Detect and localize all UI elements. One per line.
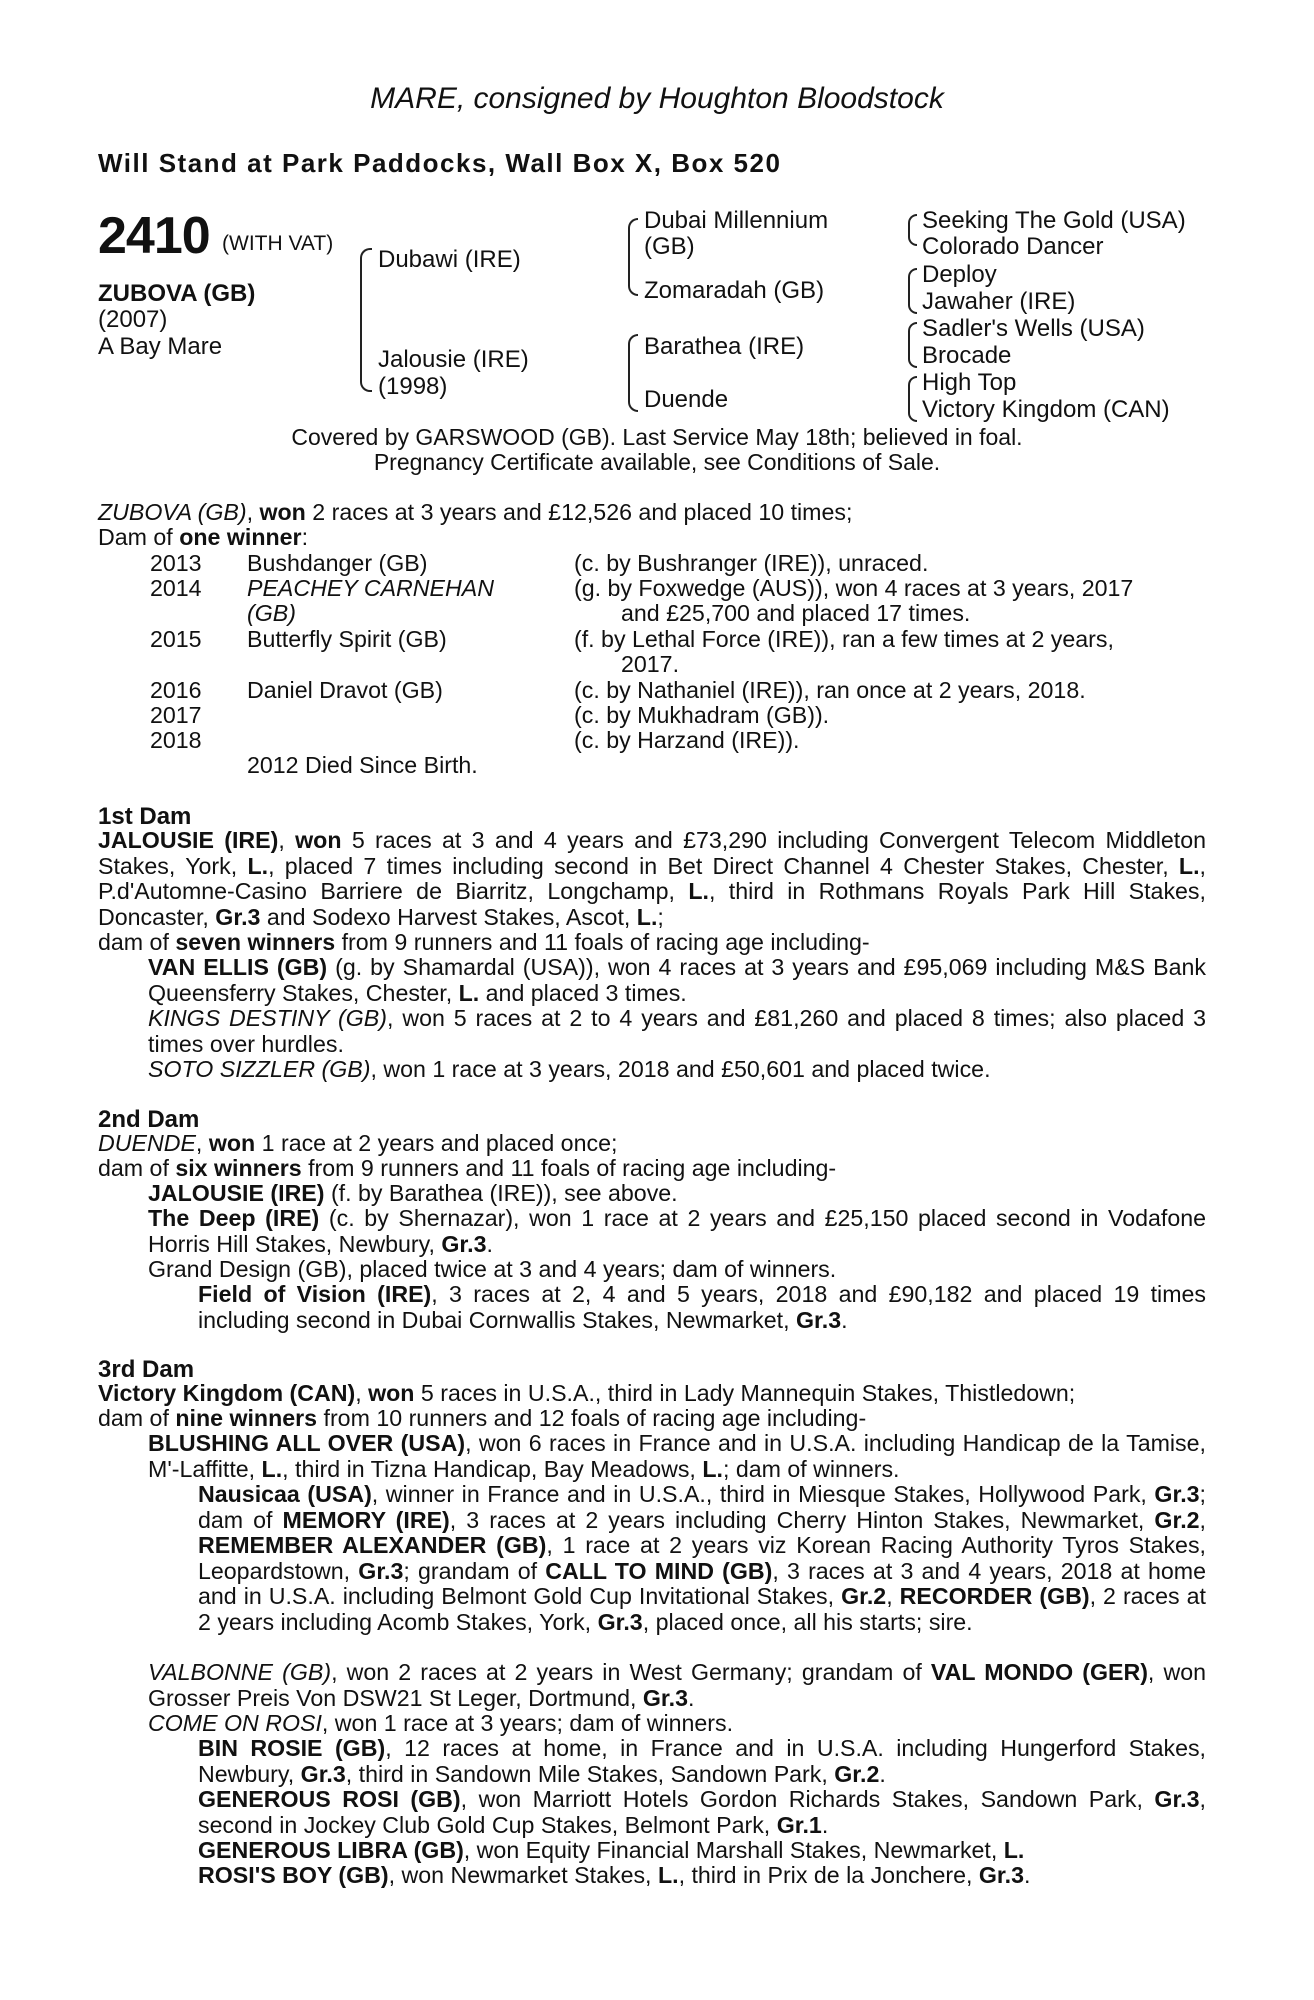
dam-of-rest: from 9 runners and 11 foals of racing age including- (335, 929, 870, 955)
group-mark: Gr.1 (776, 1811, 822, 1838)
third-dam-runner (148, 1711, 733, 1737)
runner-text: , won 5 races at 2 to 4 years and £81,260 and placed 8 times; also placed 3 times over hurdles. (148, 1005, 1207, 1057)
runner-text: , won 6 races in France and in U.S.A. including Handicap de la Tamise, M'-Laffitte, (148, 1430, 1206, 1482)
dam-of-rest: from 9 runners and 11 foals of racing age including- (301, 1155, 837, 1181)
runner-text: . (688, 1684, 695, 1711)
listed-mark: L. (247, 852, 269, 879)
third-dam-name: Victory Kingdom (CAN) (98, 1380, 356, 1406)
pedigree-dss: Sadler's Wells (USA) (922, 315, 1145, 342)
produce-year: 2014 (150, 575, 202, 601)
dam-of-text: dam of (98, 1155, 176, 1181)
pedigree-brace-ss (908, 214, 917, 246)
group-mark: Gr.2 (1154, 1506, 1200, 1533)
runner-name: BIN ROSIE (GB) (198, 1735, 386, 1761)
runner-name: VAN ELLIS (GB) (148, 954, 328, 980)
pedigree-sds: Deploy (922, 261, 997, 288)
runner-text: , (1199, 1506, 1206, 1533)
produce-year: 2016 (150, 677, 202, 703)
produce-dam-of-text: Dam of (98, 524, 180, 550)
produce-name: Bushdanger (GB) (247, 550, 428, 576)
first-dam-text: and Sodexo Harvest Stakes, Ascot, (260, 903, 637, 930)
second-dam-runner: Grand Design (GB), placed twice at 3 and 4 years; dam of winners. (148, 1256, 837, 1282)
listed-mark: L. (1178, 852, 1200, 879)
runner-text: , 12 races at home, in France and in U.S.A. including Hungerford Stakes, Newbury, (198, 1735, 1207, 1787)
first-dam-text: , third in Rothmans Royals Park Hill Stakes, Doncaster, (98, 878, 1206, 930)
runner-text: (c. by Shernazar), won 1 race at 2 years and £25,150 placed second in Vodafone Horris Hill Stakes, Newbury, (148, 1205, 1207, 1257)
produce-detail-cont: and £25,700 and placed 17 times. (621, 600, 971, 626)
produce-detail: (c. by Bushranger (IRE)), unraced. (574, 550, 929, 576)
pedigree-sss: Seeking The Gold (USA) (922, 207, 1186, 234)
listed-mark: L. (1003, 1837, 1025, 1863)
first-dam-text: , placed 7 times including second in Bet Direct Channel 4 Chester Stakes, Chester, (268, 852, 1179, 879)
produce-died-note: 2012 Died Since Birth. (247, 752, 478, 778)
third-dam-grand-runner (198, 1838, 1024, 1864)
second-dam-runner (148, 1206, 1206, 1257)
runner-text: , won 1 race at 3 years; dam of winners. (321, 1710, 734, 1736)
runner-text: , 2 races at 2 years including Acomb Stakes, York, (198, 1583, 1206, 1635)
produce-intro-won: won (259, 499, 306, 525)
group-mark: Gr.3 (300, 1760, 346, 1787)
pedigree-dam-year: (1998) (378, 373, 448, 400)
runner-text: ; dam of (198, 1481, 1206, 1533)
dam-of-bold: six winners (175, 1155, 302, 1181)
group-mark: Gr.3 (642, 1684, 688, 1711)
runner-name: RECORDER (GB) (899, 1583, 1090, 1609)
runner-name: ROSI'S BOY (GB) (198, 1862, 389, 1888)
produce-detail: (g. by Foxwedge (AUS)), won 4 races at 3 years, 2017 (574, 575, 1134, 601)
pedigree-ssd: Colorado Dancer (922, 233, 1104, 260)
pedigree-brace-sd (908, 268, 917, 314)
runner-text: , (886, 1583, 900, 1609)
group-mark: Gr.3 (215, 903, 261, 930)
runner-name: Nausicaa (USA) (198, 1481, 372, 1507)
pedigree-sire: Dubawi (IRE) (378, 246, 521, 273)
first-dam-paragraph: JALOUSIE (IRE), won 5 races at 3 and 4 years and £73,290 including Convergent Telecom Middleton Stakes, York, L., placed 7 times including second in Bet Direct Channel 4 Chester Stakes, Chester, L., P.d'Automne-Casino Barriere de Biarritz, Longchamp, L., third in Rothmans Royals Park Hill Stakes, Doncaster, Gr.3 and Sodexo Harvest Stakes, Ascot, L.; (98, 827, 1207, 930)
runner-text: , winner in France and in U.S.A., third in Miesque Stakes, Hollywood Park, (371, 1481, 1155, 1507)
dam-of-bold: nine winners (175, 1405, 318, 1431)
first-dam-text: , P.d'Automne-Casino Barriere de Biarritz, Longchamp, (98, 852, 1206, 904)
listed-mark: L. (688, 878, 709, 904)
runner-text: . (841, 1306, 848, 1333)
produce-detail: (f. by Lethal Force (IRE)), ran a few times at 2 years, (574, 626, 1114, 652)
pedigree-dam: Jalousie (IRE) (378, 346, 529, 373)
produce-dam-of (98, 525, 308, 551)
first-dam-text: 5 races at 3 and 4 years and £73,290 including Convergent Telecom Middleton Stakes, York, (98, 827, 1207, 879)
first-dam-produce-summary (98, 930, 870, 956)
runner-name: GENEROUS ROSI (GB) (198, 1786, 461, 1812)
listed-mark: L. (636, 903, 658, 930)
runner-text: , placed once, all his starts; sire. (642, 1608, 973, 1635)
runner-name: VALBONNE (GB) (148, 1659, 332, 1685)
pedigree-dds: High Top (922, 369, 1017, 396)
listed-mark: L. (261, 1455, 283, 1482)
second-dam-produce-summary (98, 1156, 836, 1182)
runner-text: , 1 race at 2 years viz Korean Racing Authority Tyros Stakes, Leopardstown, (198, 1532, 1206, 1584)
third-dam-grand-runner (198, 1787, 1206, 1838)
group-mark: Gr.2 (834, 1760, 880, 1787)
produce-dam-of-bold: one winner (179, 524, 302, 550)
runner-text: , won Grosser Preis Von DSW21 St Leger, Dortmund, (148, 1659, 1207, 1711)
produce-year: 2018 (150, 727, 202, 753)
runner-name: BLUSHING ALL OVER (USA) (148, 1430, 466, 1456)
runner-text: , 3 races at 2 years including Cherry Hinton Stakes, Newmarket, (449, 1506, 1155, 1533)
group-mark: Gr.3 (978, 1862, 1024, 1888)
second-dam-runner (148, 1181, 678, 1207)
runner-text: . (879, 1760, 886, 1787)
first-dam-won: won (295, 827, 342, 853)
runner-name: REMEMBER ALEXANDER (GB) (198, 1532, 547, 1558)
third-dam-grand-runner (198, 1736, 1206, 1787)
runner-text: , won Equity Financial Marshall Stakes, Newmarket, (463, 1837, 1004, 1863)
group-mark: Gr.3 (1154, 1786, 1200, 1812)
second-dam-heading: 2nd Dam (98, 1106, 200, 1133)
second-dam-name: DUENDE (98, 1130, 196, 1156)
produce-detail: (c. by Harzand (IRE)). (574, 727, 800, 753)
second-dam-line: DUENDE, won 1 race at 2 years and placed once; (98, 1130, 618, 1156)
third-dam-grand-runner (198, 1482, 1206, 1635)
pedigree-brace-gen1 (360, 248, 372, 392)
runner-text: , 3 races at 3 and 4 years, 2018 at home and in U.S.A. including Belmont Gold Cup Invitational Stakes, (198, 1557, 1206, 1609)
produce-intro-rest: 2 races at 3 years and £12,526 and placed 10 times; (305, 499, 853, 525)
pedigree-dsd: Brocade (922, 342, 1012, 369)
group-mark: Gr.3 (441, 1230, 487, 1257)
produce-detail: (c. by Nathaniel (IRE)), ran once at 2 years, 2018. (574, 677, 1086, 703)
third-dam-line: Victory Kingdom (CAN), won 5 races in U.S.A., third in Lady Mannequin Stakes, Thistledown; (98, 1380, 1076, 1406)
third-dam-won: won (368, 1380, 415, 1406)
pedigree-brace-dd (908, 376, 917, 422)
produce-intro-name: ZUBOVA (GB) (98, 499, 247, 525)
first-dam-runner (148, 955, 1206, 1006)
page-title: MARE, consigned by Houghton Bloodstock (370, 82, 944, 115)
covered-note: Covered by GARSWOOD (GB). Last Service May 18th; believed in foal. (291, 424, 1023, 450)
pedigree-sire-dam: Zomaradah (GB) (644, 277, 825, 304)
pedigree-dam-sire: Barathea (IRE) (644, 333, 805, 360)
runner-name: KINGS DESTINY (GB) (148, 1005, 387, 1031)
group-mark: Gr.3 (1154, 1481, 1200, 1507)
group-mark: Gr.2 (841, 1583, 887, 1609)
third-dam-text: 5 races in U.S.A., third in Lady Mannequin Stakes, Thistledown; (414, 1380, 1076, 1406)
runner-name: The Deep (IRE) (148, 1205, 320, 1231)
group-mark: Gr.3 (358, 1557, 404, 1584)
runner-text: , won 2 races at 2 years in West Germany; grandam of (331, 1659, 931, 1685)
runner-text: . (1023, 1862, 1031, 1888)
runner-name: SOTO SIZZLER (GB) (148, 1056, 371, 1082)
pedigree-brace-dam (628, 334, 638, 412)
dam-of-text: dam of (98, 929, 176, 955)
third-dam-heading: 3rd Dam (98, 1356, 195, 1383)
runner-text: , third in Prix de la Jonchere, (678, 1862, 979, 1888)
runner-text: , third in Sandown Mile Stakes, Sandown Park, (345, 1760, 835, 1787)
vat-note: (WITH VAT) (222, 232, 334, 255)
third-dam-runner (148, 1431, 1206, 1482)
group-mark: Gr.3 (597, 1608, 643, 1635)
horse-name: ZUBOVA (GB) (98, 280, 256, 307)
produce-name-cont: (GB) (247, 600, 296, 626)
horse-description: A Bay Mare (98, 333, 223, 360)
pedigree-sdd: Jawaher (IRE) (922, 288, 1076, 315)
pregnancy-note: Pregnancy Certificate available, see Conditions of Sale. (373, 449, 941, 475)
produce-dam-of-end: : (301, 524, 309, 550)
first-dam-runner (148, 1057, 991, 1083)
runner-text: (g. by Shamardal (USA)), won 4 races at 3 years and £95,069 including M&S Bank Queensferry Stakes, Chester, (148, 954, 1206, 1006)
horse-year: (2007) (98, 306, 168, 333)
stand-location: Will Stand at Park Paddocks, Wall Box X, Box 520 (98, 148, 782, 178)
listed-mark: L. (702, 1455, 723, 1482)
runner-name: JALOUSIE (IRE) (148, 1180, 325, 1206)
runner-text: (f. by Barathea (IRE)), see above. (324, 1180, 678, 1206)
runner-text: , third in Tizna Handicap, Bay Meadows, (282, 1455, 703, 1482)
runner-text: and placed 3 times. (479, 979, 687, 1006)
dam-of-text: dam of (98, 1405, 176, 1431)
produce-name: PEACHEY CARNEHAN (247, 575, 494, 601)
produce-detail-cont: 2017. (621, 651, 680, 677)
pedigree-dam-dam: Duende (644, 386, 729, 413)
second-dam-grand-runner (198, 1282, 1206, 1333)
runner-text: , won Newmarket Stakes, (388, 1862, 658, 1888)
pedigree-brace-sire (628, 218, 638, 296)
runner-text: , 3 races at 2, 4 and 5 years, 2018 and £90,182 and placed 19 times including second in Dubai Cornwallis Stakes, Newmarket, (198, 1281, 1206, 1333)
produce-name: Butterfly Spirit (GB) (247, 626, 447, 652)
third-dam-grand-runner (198, 1863, 1030, 1889)
runner-text: . (486, 1230, 493, 1257)
first-dam-runner (148, 1006, 1206, 1057)
first-dam-heading: 1st Dam (98, 803, 192, 830)
second-dam-won: won (208, 1130, 256, 1156)
runner-name: GENEROUS LIBRA (GB) (198, 1837, 464, 1863)
pedigree-ddd: Victory Kingdom (CAN) (922, 396, 1170, 423)
listed-mark: L. (458, 979, 480, 1006)
group-mark: Gr.3 (796, 1306, 842, 1333)
produce-year: 2013 (150, 550, 202, 576)
produce-intro: ZUBOVA (GB), won 2 races at 3 years and £12,526 and placed 10 times; (98, 499, 853, 525)
third-dam-runner (148, 1660, 1206, 1711)
runner-text: , second in Jockey Club Gold Cup Stakes, Belmont Park, (198, 1786, 1206, 1838)
produce-year: 2015 (150, 626, 202, 652)
first-dam-name: JALOUSIE (IRE) (98, 827, 279, 853)
first-dam-text: ; (657, 903, 664, 930)
third-dam-produce-summary (98, 1406, 866, 1432)
runner-text: , won 1 race at 3 years, 2018 and £50,601 and placed twice. (370, 1056, 991, 1082)
dam-of-bold: seven winners (175, 929, 336, 955)
runner-name: MEMORY (IRE) (282, 1506, 450, 1533)
pedigree-sire-sire: Dubai Millennium (644, 207, 829, 234)
dam-of-rest: from 10 runners and 12 foals of racing age including- (317, 1405, 867, 1431)
second-dam-text: 1 race at 2 years and placed once; (255, 1130, 618, 1156)
produce-detail: (c. by Mukhadram (GB)). (574, 702, 830, 728)
runner-text: ; grandam of (403, 1557, 546, 1584)
runner-text: . (821, 1811, 829, 1838)
runner-text: , won Marriott Hotels Gordon Richards Stakes, Sandown Park, (460, 1786, 1155, 1812)
pedigree-brace-ds (908, 322, 917, 368)
pedigree-sire-sire-country: (GB) (644, 233, 695, 260)
runner-name: COME ON ROSI (148, 1710, 322, 1736)
runner-name: CALL TO MIND (GB) (545, 1557, 773, 1584)
runner-name: Field of Vision (IRE) (198, 1281, 432, 1307)
listed-mark: L. (657, 1862, 679, 1888)
produce-name: Daniel Dravot (GB) (247, 677, 443, 703)
runner-text: ; dam of winners. (722, 1455, 900, 1482)
lot-number: 2410 (98, 207, 210, 265)
runner-name: VAL MONDO (GER) (930, 1659, 1148, 1685)
produce-year: 2017 (150, 702, 202, 728)
